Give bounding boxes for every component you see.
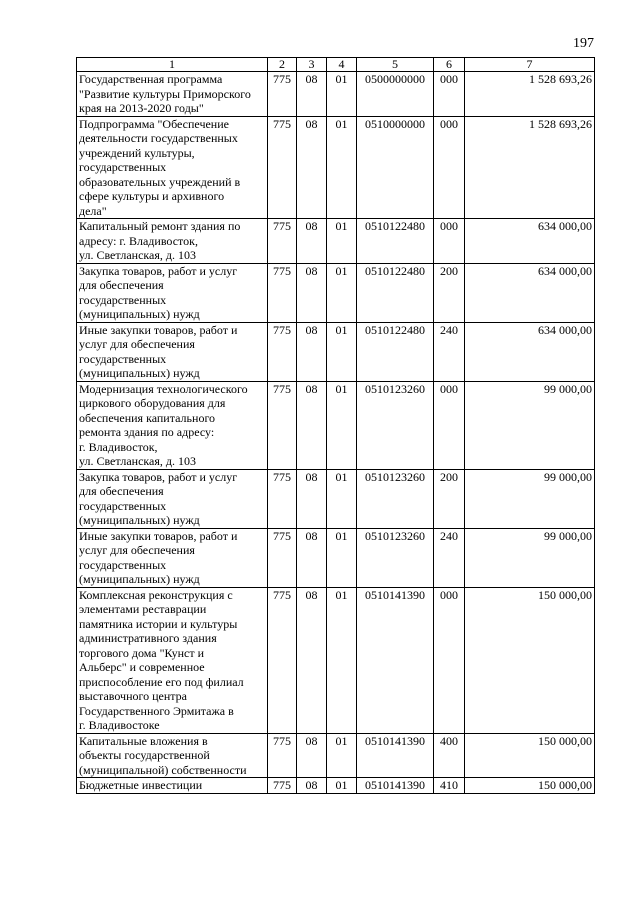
item-name: Бюджетные инвестиции xyxy=(77,778,268,794)
table-row xyxy=(77,528,595,587)
column-header: 3 xyxy=(297,58,327,72)
code-cell: 01 xyxy=(327,528,357,587)
code-cell: 01 xyxy=(327,116,357,219)
code-cell: 0510141390 xyxy=(357,587,434,733)
code-cell: 08 xyxy=(297,587,327,733)
code-cell: 08 xyxy=(297,116,327,219)
code-cell: 775 xyxy=(268,72,297,117)
item-name: Иные закупки товаров, работ и услуг для обеспечения государственных (муниципальных) нужд xyxy=(77,528,268,587)
code-cell: 0510123260 xyxy=(357,381,434,469)
code-cell: 0500000000 xyxy=(357,72,434,117)
item-name: Капитальные вложения в объекты государственной (муниципальной) собственности xyxy=(77,733,268,778)
amount-cell: 1 528 693,26 xyxy=(465,72,595,117)
code-cell: 01 xyxy=(327,587,357,733)
code-cell: 01 xyxy=(327,322,357,381)
column-header: 4 xyxy=(327,58,357,72)
column-header: 5 xyxy=(357,58,434,72)
code-cell: 200 xyxy=(434,469,465,528)
code-cell: 08 xyxy=(297,778,327,794)
column-header: 1 xyxy=(77,58,268,72)
code-cell: 0510141390 xyxy=(357,778,434,794)
code-cell: 08 xyxy=(297,469,327,528)
code-cell: 775 xyxy=(268,263,297,322)
code-cell: 0510000000 xyxy=(357,116,434,219)
amount-cell: 150 000,00 xyxy=(465,733,595,778)
code-cell: 775 xyxy=(268,469,297,528)
item-name: Капитальный ремонт здания по адресу: г. Владивосток, ул. Светланская, д. 103 xyxy=(77,219,268,264)
code-cell: 01 xyxy=(327,469,357,528)
code-cell: 000 xyxy=(434,72,465,117)
amount-cell: 1 528 693,26 xyxy=(465,116,595,219)
table-row xyxy=(77,381,595,469)
amount-cell: 99 000,00 xyxy=(465,381,595,469)
code-cell: 08 xyxy=(297,72,327,117)
amount-cell: 634 000,00 xyxy=(465,322,595,381)
code-cell: 01 xyxy=(327,733,357,778)
column-header: 2 xyxy=(268,58,297,72)
code-cell: 01 xyxy=(327,219,357,264)
table-row xyxy=(77,778,595,794)
table-header-row xyxy=(77,58,595,72)
item-name: Подпрограмма "Обеспечение деятельности государственных учреждений культуры, государственных образовательных учреждений в сфере культуры и архивного дела" xyxy=(77,116,268,219)
item-name: Модернизация технологического циркового оборудования для обеспечения капитального ремонта здания по адресу: г. Владивосток, ул. Светланская, д. 103 xyxy=(77,381,268,469)
code-cell: 000 xyxy=(434,587,465,733)
amount-cell: 150 000,00 xyxy=(465,778,595,794)
column-header: 6 xyxy=(434,58,465,72)
code-cell: 01 xyxy=(327,381,357,469)
table-row xyxy=(77,116,595,219)
code-cell: 775 xyxy=(268,381,297,469)
code-cell: 240 xyxy=(434,322,465,381)
amount-cell: 99 000,00 xyxy=(465,528,595,587)
table-row xyxy=(77,733,595,778)
code-cell: 08 xyxy=(297,322,327,381)
budget-table xyxy=(76,57,595,794)
code-cell: 775 xyxy=(268,733,297,778)
amount-cell: 150 000,00 xyxy=(465,587,595,733)
code-cell: 400 xyxy=(434,733,465,778)
amount-cell: 99 000,00 xyxy=(465,469,595,528)
table-row xyxy=(77,469,595,528)
code-cell: 775 xyxy=(268,116,297,219)
code-cell: 01 xyxy=(327,263,357,322)
code-cell: 240 xyxy=(434,528,465,587)
code-cell: 08 xyxy=(297,528,327,587)
column-header: 7 xyxy=(465,58,595,72)
amount-cell: 634 000,00 xyxy=(465,263,595,322)
code-cell: 000 xyxy=(434,381,465,469)
code-cell: 08 xyxy=(297,219,327,264)
code-cell: 01 xyxy=(327,778,357,794)
code-cell: 775 xyxy=(268,528,297,587)
amount-cell: 634 000,00 xyxy=(465,219,595,264)
code-cell: 0510141390 xyxy=(357,733,434,778)
code-cell: 08 xyxy=(297,381,327,469)
item-name: Закупка товаров, работ и услуг для обеспечения государственных (муниципальных) нужд xyxy=(77,469,268,528)
item-name: Закупка товаров, работ и услуг для обеспечения государственных (муниципальных) нужд xyxy=(77,263,268,322)
code-cell: 0510123260 xyxy=(357,469,434,528)
code-cell: 0510122480 xyxy=(357,263,434,322)
code-cell: 775 xyxy=(268,587,297,733)
code-cell: 000 xyxy=(434,116,465,219)
table-row xyxy=(77,263,595,322)
table-row xyxy=(77,322,595,381)
code-cell: 0510122480 xyxy=(357,322,434,381)
code-cell: 08 xyxy=(297,263,327,322)
table-row xyxy=(77,587,595,733)
item-name: Иные закупки товаров, работ и услуг для обеспечения государственных (муниципальных) нужд xyxy=(77,322,268,381)
code-cell: 01 xyxy=(327,72,357,117)
code-cell: 775 xyxy=(268,778,297,794)
code-cell: 08 xyxy=(297,733,327,778)
code-cell: 775 xyxy=(268,322,297,381)
code-cell: 000 xyxy=(434,219,465,264)
table-row xyxy=(77,219,595,264)
page-number: 197 xyxy=(573,36,594,51)
code-cell: 775 xyxy=(268,219,297,264)
code-cell: 200 xyxy=(434,263,465,322)
table-row xyxy=(77,72,595,117)
code-cell: 0510123260 xyxy=(357,528,434,587)
item-name: Комплексная реконструкция с элементами реставрации памятника истории и культуры административного здания торгового дома "Кунст и Альберс" и современное приспособление его под филиал выставочного центра Государственного Эрмитажа в г. Владивостоке xyxy=(77,587,268,733)
code-cell: 0510122480 xyxy=(357,219,434,264)
item-name: Государственная программа "Развитие культуры Приморского края на 2013-2020 годы" xyxy=(77,72,268,117)
code-cell: 410 xyxy=(434,778,465,794)
